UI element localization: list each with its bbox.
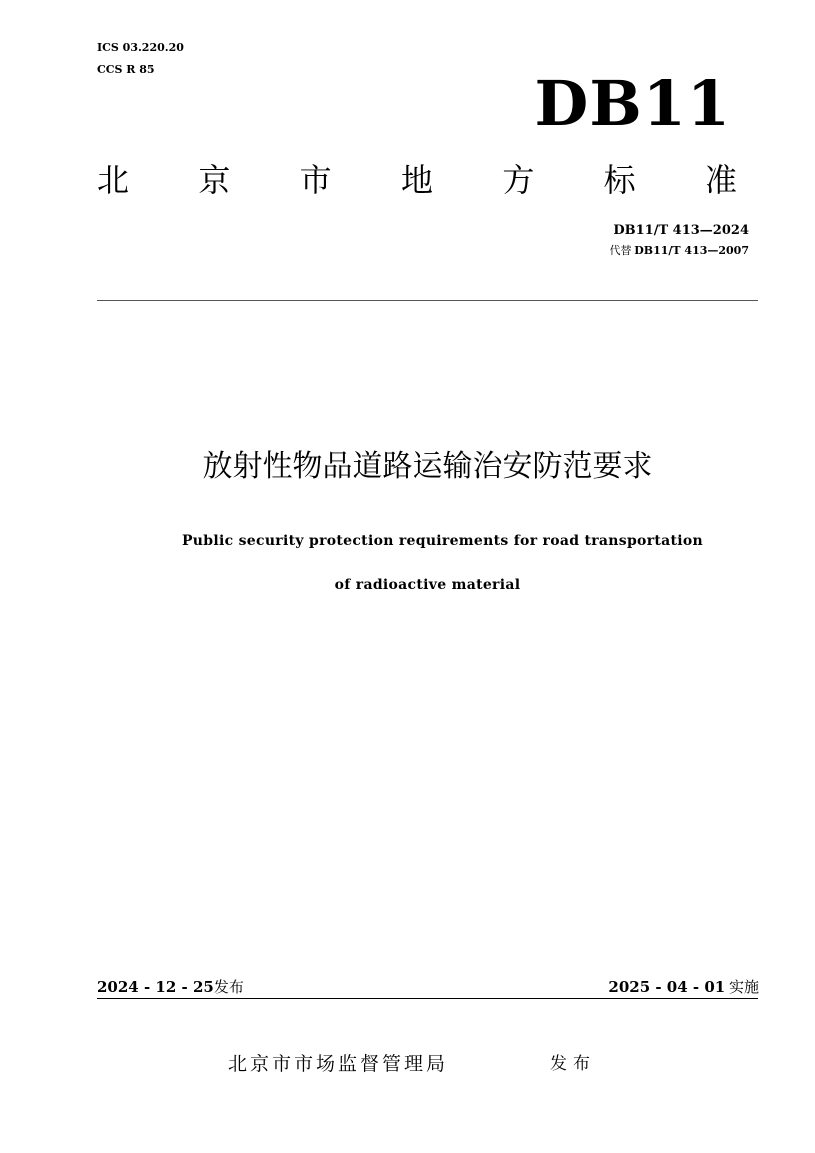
category-char: 准 — [704, 161, 737, 199]
category-char: 方 — [502, 161, 535, 199]
category-char: 地 — [400, 161, 433, 199]
issuing-action: 发布 — [550, 1054, 596, 1074]
implementation-date-value: 2025 - 04 - 01 — [608, 978, 726, 996]
bottom-divider — [97, 998, 758, 999]
replaces-line — [609, 244, 749, 258]
category-char: 标 — [603, 161, 636, 199]
document-title-en-line1: Public security protection requirements for road transportation — [181, 533, 704, 549]
category-char: 北 — [97, 161, 130, 199]
issue-date — [97, 976, 244, 999]
standard-number: DB11/T 413—2024 — [613, 223, 749, 238]
standard-category — [97, 158, 737, 202]
top-divider — [97, 300, 758, 301]
implementation-date-label: 实施 — [728, 978, 759, 996]
ics-code: ICS 03.220.20 — [97, 41, 184, 54]
issuing-authority: 北京市市场监督管理局 — [228, 1053, 449, 1075]
issue-date-value: 2024 - 12 - 25 — [97, 978, 214, 996]
db-logo: DB11 — [534, 67, 731, 140]
issue-date-label: 发布 — [213, 978, 244, 996]
category-char: 京 — [198, 161, 231, 199]
category-char: 市 — [299, 161, 332, 199]
document-title-en-line2: of radioactive material — [334, 577, 521, 593]
implementation-date — [608, 976, 759, 999]
replaces-number: DB11/T 413—2007 — [634, 244, 749, 257]
document-title-cn: 放射性物品道路运输治安防范要求 — [202, 449, 653, 484]
ccs-code: CCS R 85 — [97, 63, 155, 76]
replaces-prefix: 代替 — [609, 244, 632, 257]
